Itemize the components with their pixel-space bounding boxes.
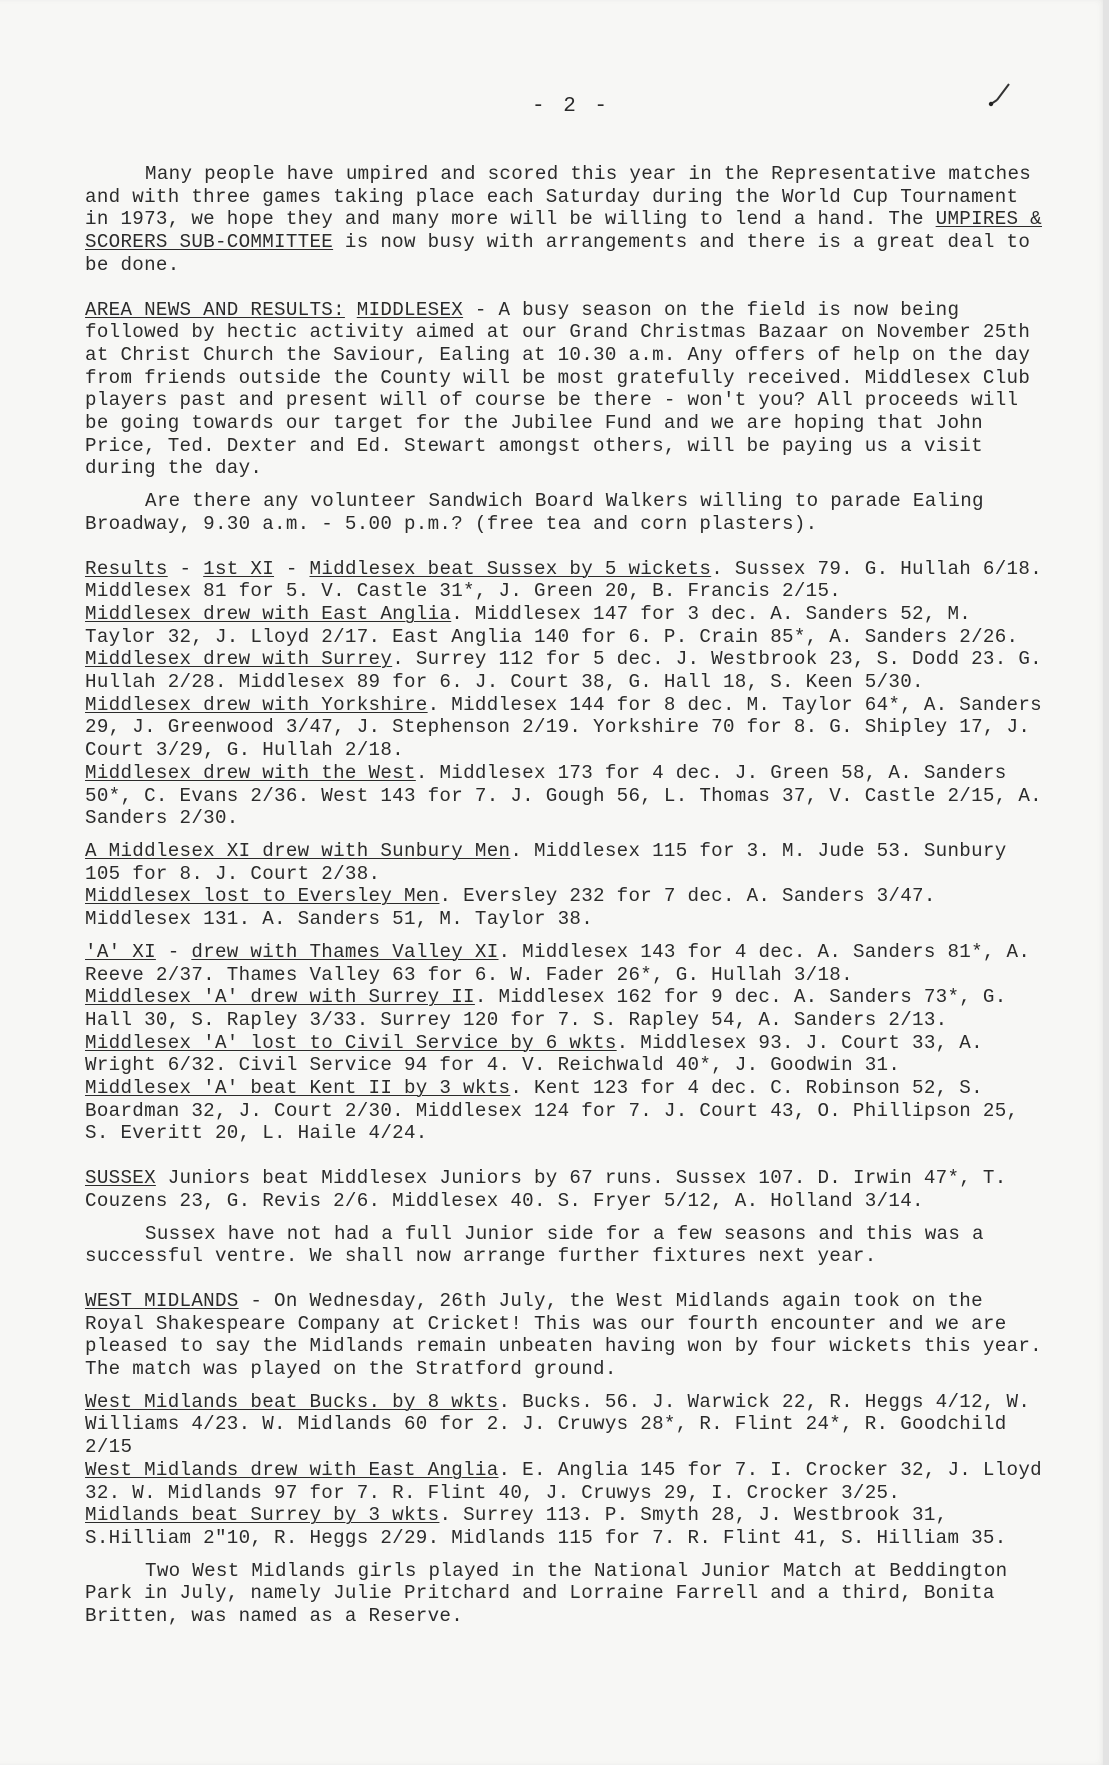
area-news-paragraph (85, 299, 1050, 481)
result-line (85, 840, 1050, 885)
result-detail: . Middlesex 173 for 4 dec. J. Green 58, A. Sanders 50*, C. Evans 2/36. West 143 for 7. J. Gough 56, L. Thomas 37, V. Castle 2/15, A. Sanders 2/30. (85, 761, 1042, 830)
result-detail: . Middlesex 162 for 9 dec. A. Sanders 73*, G. Hall 30, S. Rapley 3/33. Surrey 120 for 7. S. Rapley 54, A. Sanders 2/13. (85, 986, 1007, 1031)
result-detail: . Eversley 232 for 7 dec. A. Sanders 3/47. Middlesex 131. A. Sanders 51, M. Taylor 38. (85, 885, 936, 931)
result-heading: Midlands beat Surrey by 3 wkts (85, 1504, 440, 1527)
result-heading: Middlesex drew with East Anglia (85, 602, 452, 625)
sussex-paragraph (85, 1167, 1050, 1212)
result-heading: drew with Thames Valley XI (191, 940, 499, 963)
page-edge-shadow (1103, 0, 1109, 1765)
sussex-text: Juniors beat Middlesex Juniors by 67 runs. Sussex 107. D. Irwin 47*, T. Couzens 23, G. Revis 2/6. Middlesex 40. S. Fryer 5/12, A. Holland 3/14. (85, 1167, 1007, 1212)
result-heading: Middlesex beat Sussex by 5 wickets (309, 557, 712, 580)
result-heading: A Middlesex XI drew with Sunbury Men (85, 839, 511, 862)
west-midlands-text: - On Wednesday, 26th July, the West Midlands again took on the Royal Shakespeare Company at Cricket! This was our fourth encounter and we are pleased to say the Midlands remain unbeaten having won by four wickets this year. The match was played on the Stratford ground. (85, 1289, 1042, 1381)
west-midlands-girls-paragraph: Two West Midlands girls played in the National Junior Match at Beddington Park in July, namely Julie Pritchard and Lorraine Farrell and a third, Bonita Britten, was named as a Reserve. (85, 1559, 1008, 1628)
result-heading: Middlesex drew with Surrey (85, 648, 393, 671)
area-news-text: - A busy season on the field is now being followed by hectic activity aimed at our Grand Christmas Bazaar on November 25th at Christ Church the Saviour, Ealing at 10.30 a.m. Any offers of help on the day from friends outside the County will be most gratefully received. Middlesex Club players past and present will of course be there - won't you? All proceeds will be going towards our target for the Jubilee Fund and we are hoping that John Price, Ted. Dexter and Ed. Stewart amongst others, will be paying us a visit during the day. (85, 298, 1031, 480)
result-line (85, 603, 1050, 648)
result-detail: . Middlesex 144 for 8 dec. M. Taylor 64*, A. Sanders 29, J. Greenwood 3/47, J. Stephenson 2/19. Yorkshire 70 for 8. G. Shipley 17, J. Court 3/29, G. Hullah 2/18. (85, 693, 1042, 762)
result-heading: Middlesex lost to Eversley Men (85, 885, 440, 908)
result-line (85, 1391, 1050, 1459)
newsletter-body (85, 163, 1050, 1628)
result-detail: . Middlesex 93. J. Court 33, A. Wright 6/32. Civil Service 94 for 4. V. Reichwald 40*, J. Goodwin 31. (85, 1031, 983, 1077)
result-detail: . Kent 123 for 4 dec. C. Robinson 52, S. Boardman 32, J. Court 2/30. Middlesex 124 for 7. J. Court 43, O. Phillipson 25, S. Everitt 20, L. Haile 4/24. (85, 1077, 1019, 1145)
umpires-scorers-committee: UMPIRES & SCORERS SUB-COMMITTEE (85, 208, 1042, 254)
middlesex-heading: MIDDLESEX (356, 298, 464, 321)
first-xi-label: 1st XI (203, 557, 275, 580)
result-detail: . Middlesex 115 for 3. M. Jude 53. Sunbury 105 for 8. J. Court 2/38. (85, 839, 1007, 885)
middlesex-a-xi-results (85, 941, 1050, 1145)
volunteers-paragraph: Are there any volunteer Sandwich Board Walkers willing to parade Ealing Broadway, 9.30 a.m. - 5.00 p.m.? (free tea and corn plasters). (85, 490, 984, 535)
result-line (85, 885, 1050, 930)
result-line: 'A' XI - drew with Thames Valley XI. Middlesex 143 for 4 dec. A. Sanders 81*, A. Reeve 2/37. Thames Valley 63 for 6. W. Fader 26*, G. Hullah 3/18. (85, 940, 1031, 986)
area-news-heading: AREA NEWS AND RESULTS: (85, 298, 345, 321)
result-detail: . Sussex 79. G. Hullah 6/18. Middlesex 81 for 5. V. Castle 31*, J. Green 20, B. Francis 2/15. (85, 557, 1043, 603)
intro-paragraph (85, 163, 1050, 277)
result-line (85, 986, 1050, 1031)
result-detail: . Surrey 112 for 5 dec. J. Westbrook 23, S. Dodd 23. G. Hullah 2/28. Middlesex 89 for 6. J. Court 38, G. Hall 18, S. Keen 5/30. (85, 648, 1042, 694)
sussex-heading: SUSSEX (85, 1167, 156, 1190)
result-heading: Middlesex drew with the West (85, 761, 416, 784)
intro-text-after: is now busy with arrangements and there is a great deal to be done. (85, 231, 1031, 276)
west-midlands-results (85, 1391, 1050, 1550)
page-number: - 2 - (532, 95, 611, 118)
result-line (85, 648, 1050, 693)
result-detail: . Surrey 113. P. Smyth 28, J. Westbrook 31, S.Hilliam 2"10, R. Heggs 2/29. Midlands 115 for 7. R. Flint 41, S. Hilliam 35. (85, 1504, 1007, 1549)
result-detail: . Middlesex 147 for 3 dec. A. Sanders 52, M. Taylor 32, J. Lloyd 2/17. East Anglia 140 for 6. P. Crain 85*, A. Sanders 2/26. (85, 602, 1019, 648)
result-line (85, 1032, 1050, 1077)
west-midlands-heading: WEST MIDLANDS (85, 1289, 239, 1312)
west-midlands-paragraph (85, 1290, 1050, 1381)
intro-text-before: Many people have umpired and scored this year in the Representative matches and with three games taking place each Saturday during the World Cup Tournament in 1973, we hope they and many more will be willing to lend a hand. The (85, 163, 1032, 231)
result-heading: Middlesex 'A' beat Kent II by 3 wkts (85, 1077, 511, 1100)
middlesex-first-xi-results (85, 558, 1050, 830)
result-detail: . E. Anglia 145 for 7. I. Crocker 32, J. Lloyd 32. W. Midlands 97 for 7. R. Flint 40, J. Cruwys 29, I. Crocker 3/25. (85, 1458, 1042, 1504)
result-detail: . Bucks. 56. J. Warwick 22, R. Heggs 4/12, W. Williams 4/23. W. Midlands 60 for 2. J. Cruwys 28*, R. Flint 24*, R. Goodchild 2/15 (85, 1390, 1031, 1459)
result-line (85, 694, 1050, 762)
result-line: Results - 1st XI - Middlesex beat Sussex by 5 wickets. Sussex 79. G. Hullah 6/18. Middlesex 81 for 5. V. Castle 31*, J. Green 20, B. Francis 2/15. (85, 557, 1043, 603)
results-label: Results (85, 557, 168, 580)
pen-tick-mark (985, 80, 1015, 110)
result-line (85, 1504, 1050, 1549)
result-line (85, 1077, 1050, 1145)
result-heading: Middlesex 'A' lost to Civil Service by 6 wkts (85, 1031, 617, 1054)
result-line (85, 1459, 1050, 1504)
sussex-note: Sussex have not had a full Junior side for a few seasons and this was a successful ventre. We shall now arrange further fixtures next year. (85, 1222, 984, 1268)
result-heading: Middlesex 'A' drew with Surrey II (85, 986, 475, 1009)
middlesex-men-results (85, 840, 1050, 931)
result-detail: . Middlesex 143 for 4 dec. A. Sanders 81*, A. Reeve 2/37. Thames Valley 63 for 6. W. Fader 26*, G. Hullah 3/18. (85, 940, 1031, 986)
result-heading: West Midlands beat Bucks. by 8 wkts (85, 1390, 499, 1413)
result-heading: West Midlands drew with East Anglia (85, 1458, 499, 1481)
result-heading: Middlesex drew with Yorkshire (85, 693, 428, 716)
result-line (85, 762, 1050, 830)
a-xi-label: 'A' XI (85, 940, 156, 963)
